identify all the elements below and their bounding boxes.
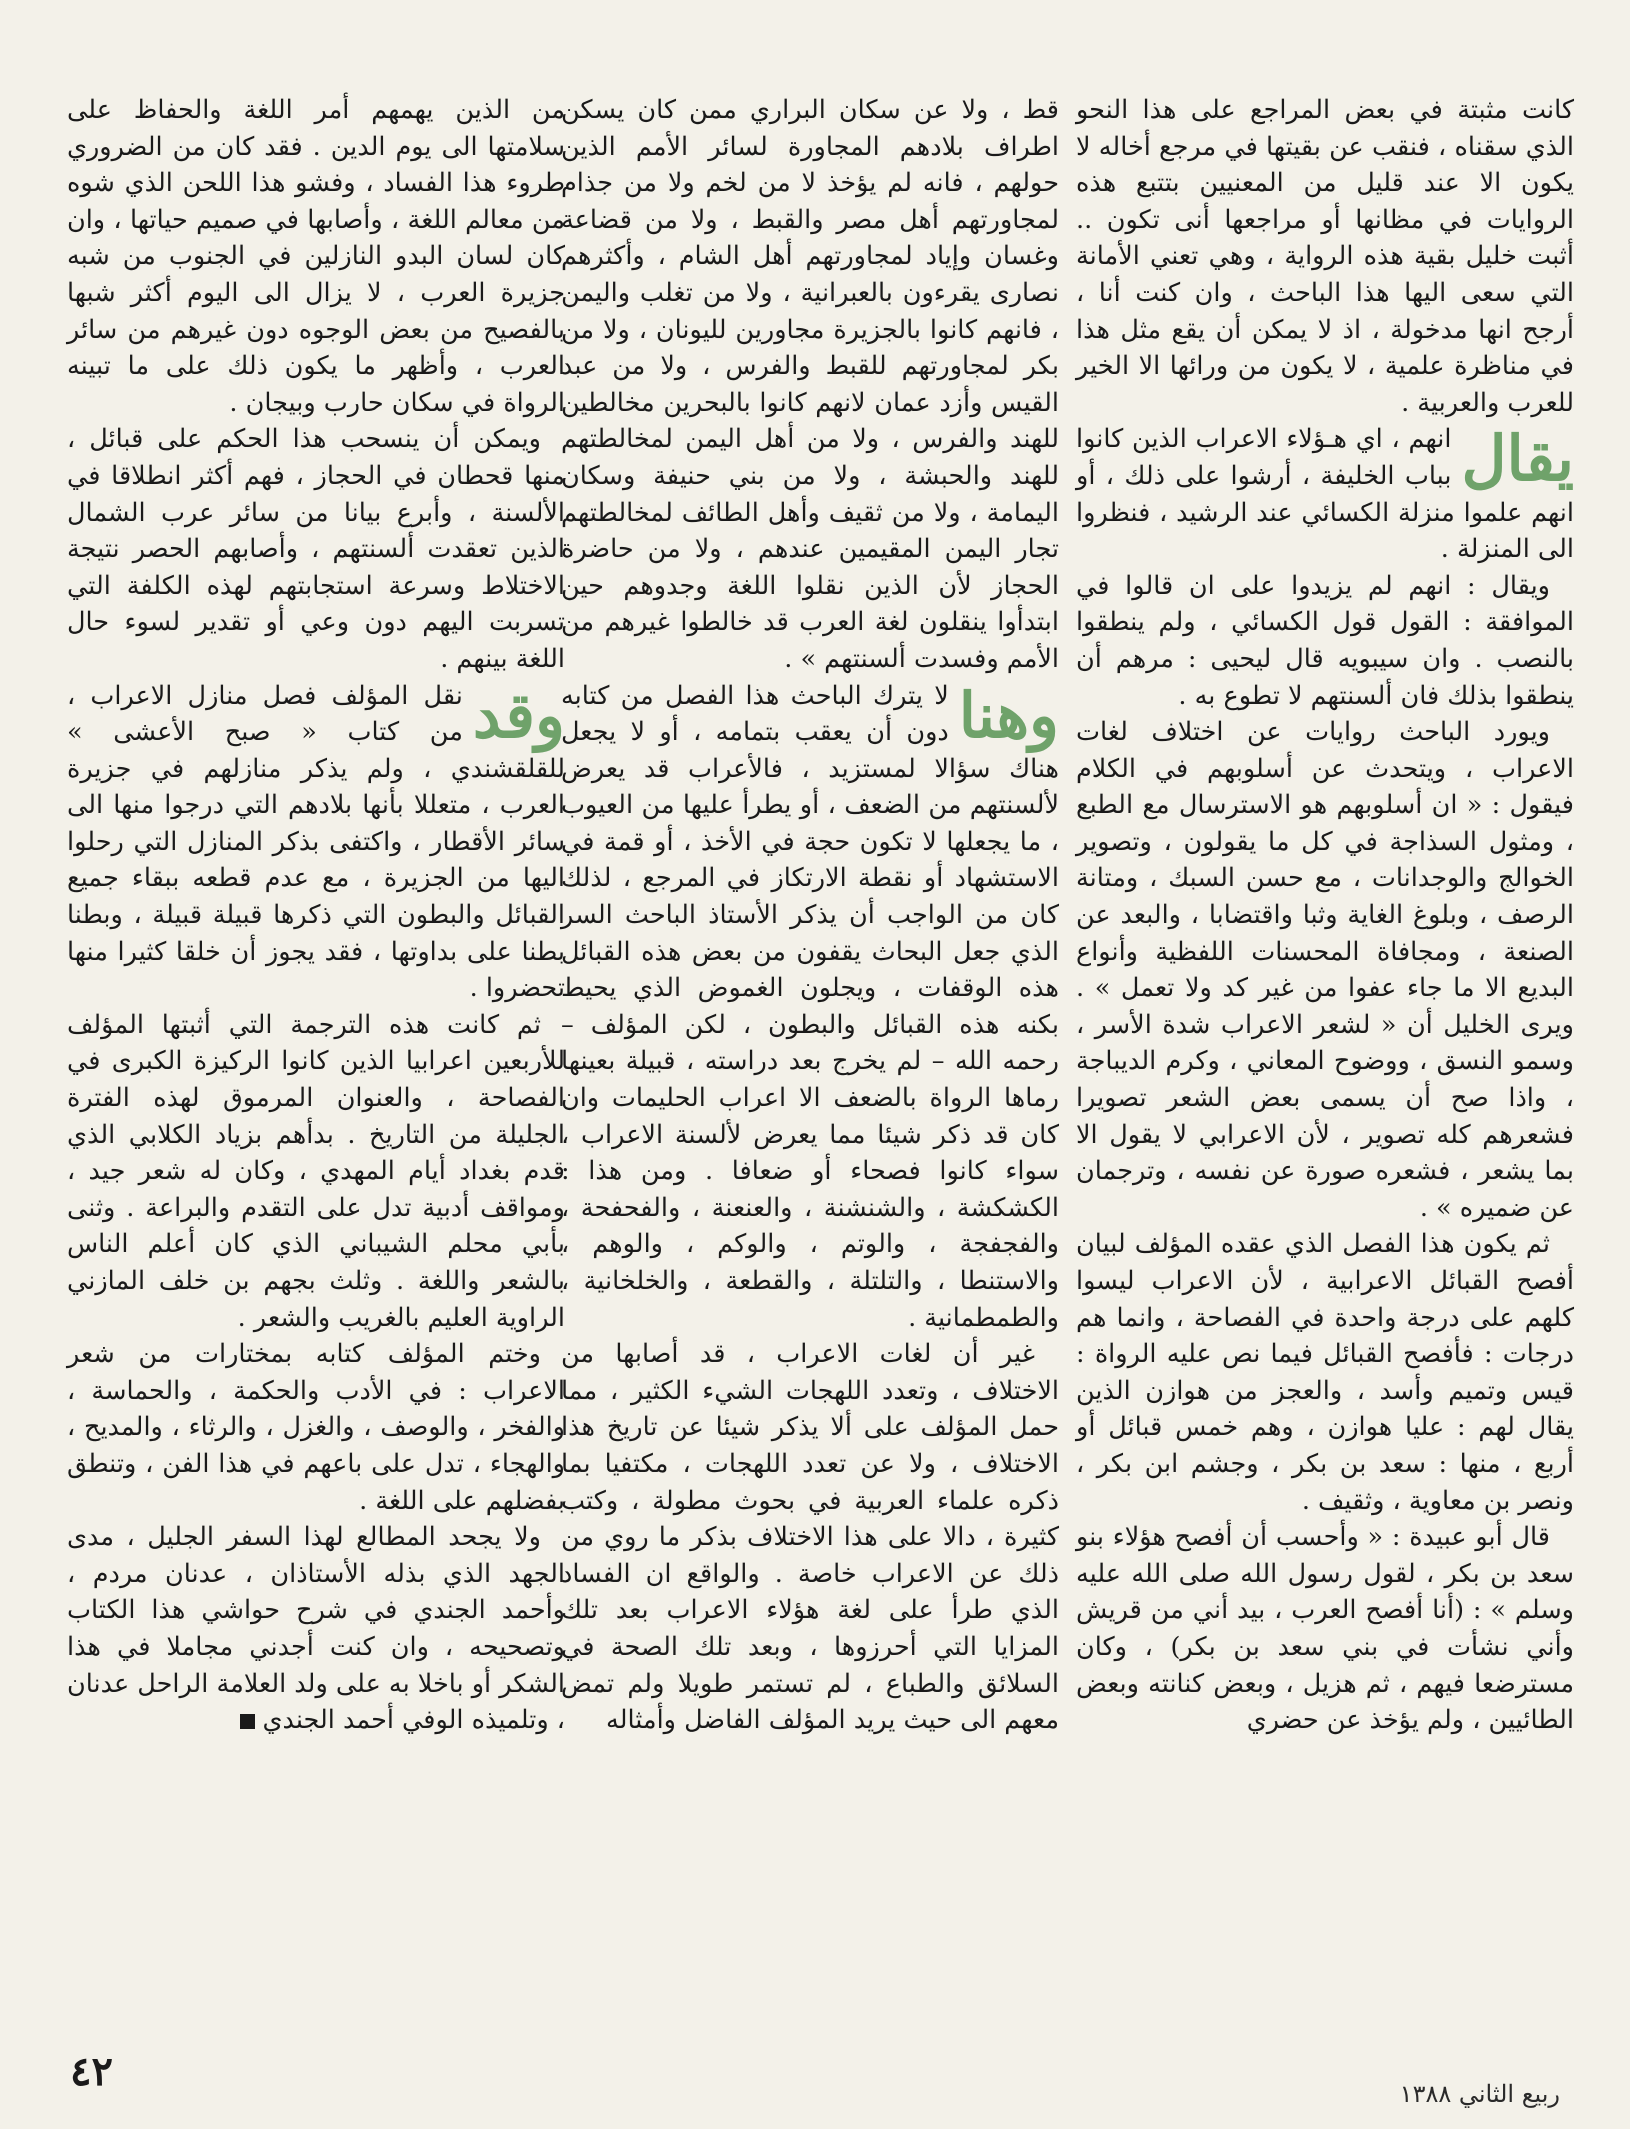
paragraph-text: انهم ، اي هـؤلاء الاعراب الذين كانوا بباب الخليفة ، أرشوا على ذلك ، أو انهم علموا منزلة الكسائي عند الرشيد ، فنظروا الى المنزلة .: [1076, 424, 1574, 565]
page-number: ٤٢: [70, 2048, 113, 2095]
paragraph-text: نقل المؤلف فصل منازل الاعراب ، من كتاب « صبح الأعشى » للقلقشندي ، ولم يذكر منازلهم في جزيرة العرب ، متعللا بأنها بلادهم التي درجوا منها الى سائر الأقطار ، واكتفى بذكر المنازل التي رحلوا اليها من الجزيرة ، مع عدم قطعه ببقاء جميع القبائل والبطون التي ذكرها قبيلة قبيلة ، وبطنا بطنا على بداوتها ، فقد يجوز أن خلقا كثيرا منها تحضروا .: [67, 680, 565, 1004]
paragraph: [67, 1519, 565, 1739]
drop-cap-word: وقد: [472, 678, 565, 752]
paragraph: [67, 678, 565, 1007]
paragraph: من الذين يهمهم أمر اللغة والحفاظ على سلامتها الى يوم الدين . فقد كان من الضروري طروء هذا الفساد ، وفشو هذا اللحن الذي شوه من معالم اللغة ، وأصابها في صميم حياتها ، وان كان لسان البدو النازلين في الجنوب من شبه جزيرة العرب ، لا يزال الى اليوم أكثر شبها بالفصيح من بعض الوجوه دون غيرهم من سائر العرب ، وأظهر ما يكون ذلك على ما تبينه الرواة في سكان حارب وبيجان .: [67, 95, 565, 418]
paragraph: غير أن لغات الاعراب ، قد أصابها من الاختلاف ، وتعدد اللهجات الشيء الكثير ، مما حمل المؤلف على ألا يذكر شيئا عن تاريخ هذا الاختلاف ، ولا عن تعدد اللهجات ، مكتفيا بما ذكره علماء العربية في بحوث مطولة ، وكتب كثيرة ، دالا على هذا الاختلاف بذكر ما روي من ذلك عن الاعراب خاصة . والواقع ان الفساد الذي طرأ على لغة هؤلاء الاعراب بعد تلك المزايا التي أحرزوها ، وبعد تلك الصحة في السلائق والطباع ، لم تستمر طويلا ولم تمض معهم الى حيث يريد المؤلف الفاضل وأمثاله: [561, 1339, 1059, 1736]
end-mark-icon: [240, 1714, 255, 1729]
column-right: [1076, 92, 1574, 1739]
paragraph: قال أبو عبيدة : « وأحسب أن أفصح هؤلاء بنو سعد بن بكر ، لقول رسول الله صلى الله عليه وسلم » : (أنا أفصح العرب ، بيد أني من قريش وأني نشأت في بني سعد بن بكر) ، وكان مسترضعا فيهم ، ثم هزيل ، وبعض كنانته وبعض الطائيين ، ولم يؤخذ عن حضري: [1076, 1522, 1574, 1736]
paragraph: ويورد الباحث روايات عن اختلاف لغات الاعراب ، ويتحدث عن أسلوبهم في الكلام فيقول : « ان أسلوبهم هو الاسترسال مع الطبع ، ومثول السذاجة في كل ما يقولون ، وتصوير الخوالج والوجدانات ، مع حسن السبك ، ومتانة الرصف ، وبلوغ الغاية وثبا واقتضابا ، والبعد عن الصنعة ، ومجافاة المحسنات اللفظية وأنواع البديع الا ما جاء عفوا من غير كد ولا تعمل » . ويرى الخليل أن « لشعر الاعراب شدة الأسر ، وسمو النسق ، ووضوح المعاني ، وكرم الديباجة ، واذا صح أن يسمى بعض الشعر تصويرا فشعرهم كله تصوير ، لأن الاعرابي لا يقول الا بما يشعر ، فشعره صورة عن نفسه ، وترجمان عن ضميره » .: [1076, 717, 1574, 1223]
issue-date-footer: ربيع الثاني ١٣٨٨: [1399, 2080, 1560, 2108]
paragraph: وختم المؤلف كتابه بمختارات من شعر الاعراب : في الأدب والحكمة ، والحماسة ، والفخر ، والوصف ، والغزل ، والرثاء ، والمديح ، والهجاء ، تدل على باعهم في هذا الفن ، وتنطق بفضلهم على اللغة .: [67, 1339, 565, 1516]
paragraph: [1076, 421, 1574, 567]
paragraph-text: لا يترك الباحث هذا الفصل من كتابه دون أن يعقب بتمامه ، أو لا يجعل هناك سؤالا لمستزيد ، فالأعراب قد يعرض لألسنتهم من الضعف ، أو يطرأ عليها من العيوب ، ما يجعلها لا تكون حجة في الأخذ ، أو قمة في الاستشهاد أو نقطة الارتكاز في المرجع ، لذلك كان من الواجب أن يذكر الأستاذ الباحث السر الذي جعل البحاث يقفون من بعض هذه القبائل هذه الوقفات ، ويجلون الغموض الذي يحيط بكنه هذه القبائل والبطون ، لكن المؤلف – رحمه الله – لم يخرج بعد دراسته ، قبيلة بعينها رماها الرواة بالضعف الا اعراب الحليمات وان كان قد ذكر شيئا مما يعرض لألسنة الاعراب ، سواء كانوا فصحاء أو ضعافا . ومن هذا : الكشكشة ، والشنشنة ، والعنعنة ، والفحفحة ، والفجفجة ، والوتم ، والوكم ، والوهم ، والاستنطا ، والتلتلة ، والقطعة ، والخلخانية ، والطمطمانية .: [561, 680, 1059, 1333]
drop-cap-word: يقال: [1461, 422, 1574, 496]
paragraph: كانت مثبتة في بعض المراجع على هذا النحو الذي سقناه ، فنقب عن بقيتها في مرجع أخاله لا يكون الا عند قليل من المعنيين بتتبع هذه الروايات في مظانها أو مراجعها أنى تكون .. أثبت خليل بقية هذه الرواية ، وهي تعني الأمانة التي سعى اليها هذا الباحث ، وان كنت أنا ، أرجح انها مدخولة ، اذ لا يمكن أن يقع مثل هذا في مناظرة علمية ، لا يكون من ورائها الا الخير للعرب والعربية .: [1076, 95, 1574, 418]
column-middle: [561, 92, 1059, 1739]
paragraph: قط ، ولا عن سكان البراري ممن كان يسكن اطراف بلادهم المجاورة لسائر الأمم الذين حولهم ، فانه لم يؤخذ لا من لخم ولا من جذام لمجاورتهم أهل مصر والقبط ، ولا من قضاعة وغسان وإياد لمجاورتهم أهل الشام ، وأكثرهم نصارى يقرءون بالعبرانية ، ولا من تغلب واليمن ، فانهم كانوا بالجزيرة مجاورين لليونان ، ولا من بكر لمجاورتهم للقبط والفرس ، ولا من عبد القيس وأزد عمان لانهم كانوا بالبحرين مخالطين للهند والفرس ، ولا من أهل اليمن لمخالطتهم للهند والحبشة ، ولا من بني حنيفة وسكان اليمامة ، ولا من ثقيف وأهل الطائف لمخالطتهم تجار اليمن المقيمين عندهم ، ولا من حاضرة الحجاز لأن الذين نقلوا اللغة وجدوهم حين ابتدأوا ينقلون لغة العرب قد خالطوا غيرهم من الأمم وفسدت ألسنتهم » .: [561, 95, 1059, 674]
paragraph: ويقال : انهم لم يزيدوا على ان قالوا في الموافقة : القول قول الكسائي ، ولم ينطقوا بالنصب . وان سيبويه قال ليحيى : مرهم أن ينطقوا بذلك فان ألسنتهم لا تطوع به .: [1076, 570, 1574, 711]
paragraph: [561, 678, 1059, 1337]
column-left: [67, 92, 565, 1739]
paragraph: ثم كانت هذه الترجمة التي أثبتها المؤلف للأربعين اعرابيا الذين كانوا الركيزة الكبرى في الفصاحة ، والعنوان المرموق لهذه الفترة الجليلة من التاريخ . بدأهم بزياد الكلابي الذي قدم بغداد أيام المهدي ، وكان له شعر جيد ، ومواقف أدبية تدل على التقدم والبراعة . وثنى بأبي محلم الشيباني الذي كان أعلم الناس بالشعر واللغة . وثلث بجهم بن خلف المازني الراوية العليم بالغريب والشعر .: [67, 1009, 565, 1333]
paragraph: ثم يكون هذا الفصل الذي عقده المؤلف لبيان أفصح القبائل الاعرابية ، لأن الاعراب ليسوا كلهم على درجة واحدة في الفصاحة ، وانما هم درجات : فأفصح القبائل فيما نص عليه الرواة : قيس وتميم وأسد ، والعجز من هوازن الذين يقال لهم : عليا هوازن ، وهم خمس قبائل أو أربع ، منها : سعد بن بكر ، وجشم ابن بكر ، ونصر بن معاوية ، وثقيف .: [1076, 1229, 1574, 1516]
paragraph-text: ولا يجحد المطالع لهذا السفر الجليل ، مدى الجهد الذي بذله الأستاذان ، عدنان مردم ، وأحمد الجندي في شرح حواشي هذا الكتاب وتصحيحه ، وان كنت أجدني مجاملا في هذا الشكر أو باخلا به على ولد العلامة الراحل عدنان ، وتلميذه الوفي أحمد الجندي: [67, 1522, 565, 1736]
drop-cap-word: وهنا: [958, 678, 1059, 752]
paragraph: ويمكن أن ينسحب هذا الحكم على قبائل ، منها قحطان في الحجاز ، فهم أكثر انطلاقا في الألسنة ، وأبرع بيانا من سائر عرب الشمال الذين تعقدت ألسنتهم ، وأصابهم الحصر نتيجة الاختلاط وسرعة استجابتهم لهذه الكلفة التي تسربت اليهم دون وعي أو تقدير لسوء حال اللغة بينهم .: [67, 424, 565, 674]
